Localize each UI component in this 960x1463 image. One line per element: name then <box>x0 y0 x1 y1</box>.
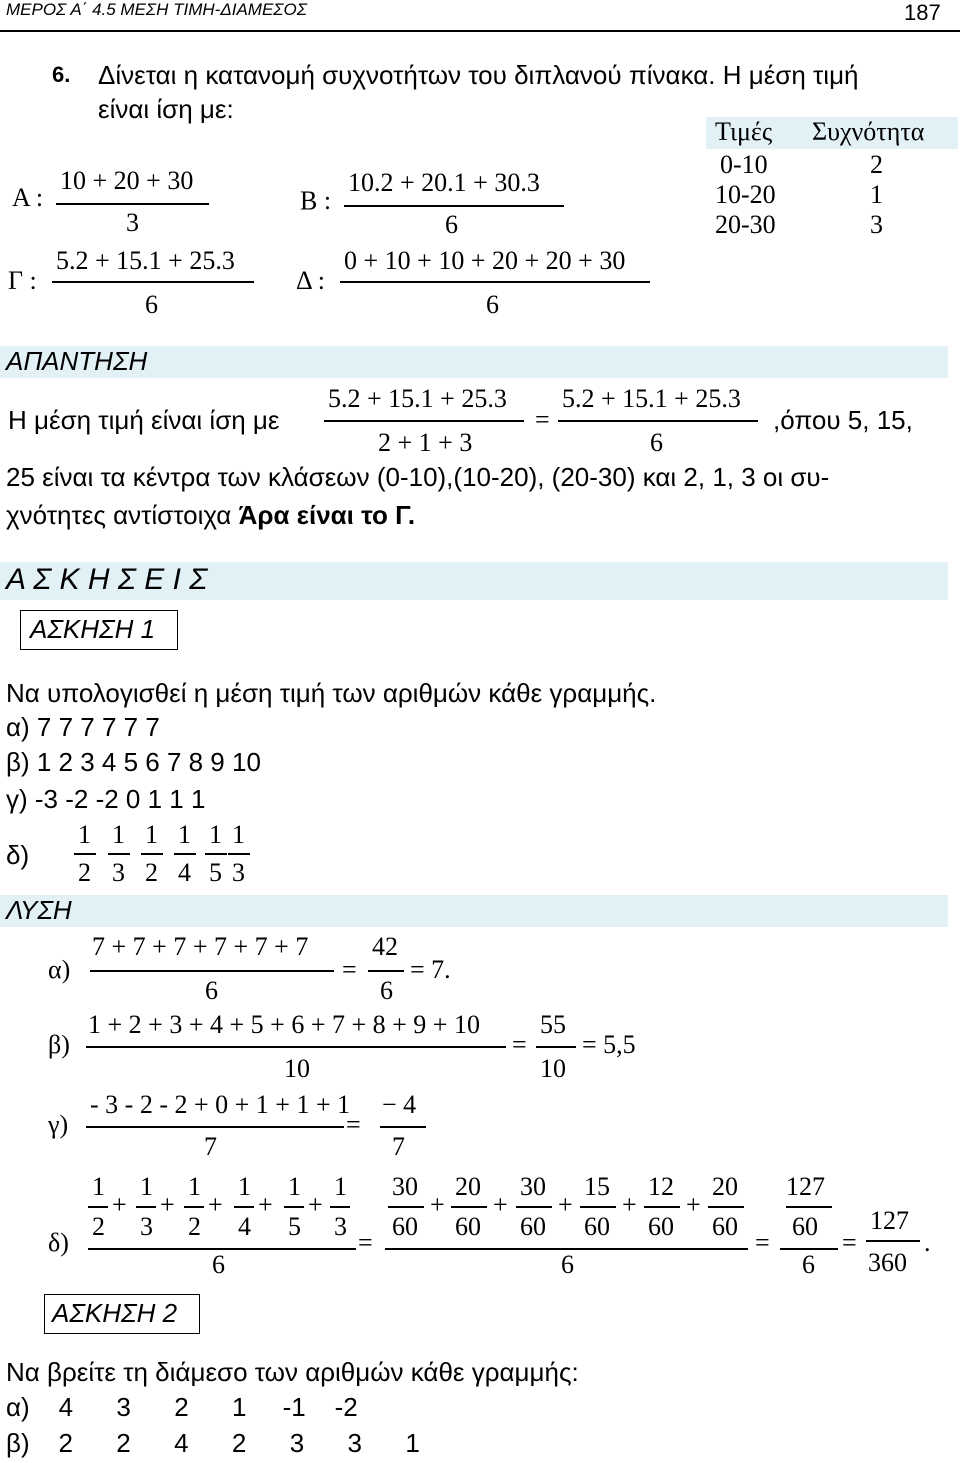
plus-sign: + <box>308 1190 323 1219</box>
option-b-numerator: 10.2 + 20.1 + 30.3 <box>348 168 540 197</box>
page-number: 187 <box>904 0 941 25</box>
equals-sign: = <box>342 955 357 984</box>
solution-d-n3: 127 <box>786 1172 825 1201</box>
sixtieths-denominator: 60 <box>520 1212 546 1241</box>
solution-d-outer-den2: 6 <box>561 1250 574 1279</box>
solution-b-numerator: 1 + 2 + 3 + 4 + 5 + 6 + 7 + 8 + 9 + 10 <box>88 1010 480 1039</box>
fraction-bar <box>388 1206 424 1208</box>
answer-frac2-denominator: 6 <box>650 428 663 457</box>
answer-frac1-denominator: 2 + 1 + 3 <box>378 428 473 457</box>
fraction-bar <box>234 1206 254 1208</box>
answer-conclusion: Άρα είναι το Γ. <box>238 500 416 530</box>
solution-heading: ΛΥΣΗ <box>6 895 72 925</box>
answer-tail: ,όπου 5, 15, <box>773 405 913 435</box>
exercise-1-prompt: Να υπολογισθεί η μέση τιμή των αριθμών κάθε γραμμής. <box>6 678 657 708</box>
sixtieths-denominator: 60 <box>584 1212 610 1241</box>
equals-sign: = <box>755 1228 770 1257</box>
sixtieths-numerator: 30 <box>392 1172 418 1201</box>
fraction-bar <box>536 1046 576 1048</box>
small-fraction-denominator: 3 <box>232 858 245 887</box>
plus-sign: + <box>686 1190 701 1219</box>
fraction-bar <box>558 420 758 422</box>
table-cell: 10-20 <box>715 180 776 209</box>
sixtieths-numerator: 15 <box>584 1172 610 1201</box>
fraction-bar <box>184 1206 204 1208</box>
fraction-bar <box>866 1240 920 1242</box>
solution-a-numerator: 7 + 7 + 7 + 7 + 7 + 7 <box>92 932 309 961</box>
fraction-bar <box>174 853 196 855</box>
equals-sign: = <box>842 1228 857 1257</box>
exercise-2-prompt: Να βρείτε τη διάμεσο των αριθμών κάθε γραμμής: <box>6 1357 579 1387</box>
fraction-bar <box>340 281 650 283</box>
table-header-values: Τιμές <box>715 117 773 146</box>
option-d-label: Δ : <box>296 266 326 295</box>
header-rule <box>0 30 960 32</box>
plus-sign: + <box>160 1190 175 1219</box>
solution-b-denominator: 10 <box>284 1054 310 1083</box>
solution-b-num2: 55 <box>540 1010 566 1039</box>
fraction-bar <box>205 853 227 855</box>
small-fraction-denominator: 2 <box>145 858 158 887</box>
table-cell: 0-10 <box>720 150 768 179</box>
sixtieths-denominator: 60 <box>712 1212 738 1241</box>
solution-a-den2: 6 <box>380 976 393 1005</box>
fraction-bar <box>330 1206 350 1208</box>
option-a-label: Α : <box>12 183 44 212</box>
option-g-label: Γ : <box>8 266 37 295</box>
table-cell: 20-30 <box>715 210 776 239</box>
fraction-bar <box>380 1126 426 1128</box>
plus-sign: + <box>258 1190 273 1219</box>
exercise-1-row-d-label: δ) <box>6 840 30 870</box>
exercises-heading: Α Σ Κ Η Σ Ε Ι Σ <box>6 563 208 596</box>
solution-d-dot: . <box>924 1228 931 1257</box>
small-fraction-numerator: 1 <box>78 820 91 849</box>
table-header-frequency: Συχνότητα <box>812 117 925 146</box>
solution-b-label: β) <box>48 1030 70 1059</box>
solution-a-denominator: 6 <box>205 976 218 1005</box>
table-cell: 2 <box>870 150 883 179</box>
fraction-bar <box>228 853 250 855</box>
problem-text-line2: είναι ίση με: <box>98 94 234 124</box>
solution-a-label: α) <box>48 955 71 984</box>
option-d-numerator: 0 + 10 + 10 + 20 + 20 + 30 <box>344 246 626 275</box>
unit-fraction-denominator: 5 <box>288 1212 301 1241</box>
fraction-bar <box>644 1206 680 1208</box>
small-fraction-denominator: 3 <box>112 858 125 887</box>
sixtieths-numerator: 20 <box>712 1172 738 1201</box>
fraction-bar <box>368 970 404 972</box>
sixtieths-denominator: 60 <box>455 1212 481 1241</box>
exercise-2-row-a: α) 4 3 2 1 -1 -2 <box>6 1392 358 1422</box>
unit-fraction-denominator: 2 <box>188 1212 201 1241</box>
small-fraction-numerator: 1 <box>112 820 125 849</box>
fraction-bar <box>56 203 209 205</box>
fraction-bar <box>86 1126 344 1128</box>
unit-fraction-numerator: 1 <box>140 1172 153 1201</box>
unit-fraction-denominator: 3 <box>140 1212 153 1241</box>
answer-line2: 25 είναι τα κέντρα των κλάσεων (0-10),(10-20), (20-30) και 2, 1, 3 οι συ- <box>6 462 830 492</box>
sixtieths-denominator: 60 <box>648 1212 674 1241</box>
problem-text-line1: Δίνεται η κατανομή συχνοτήτων του διπλανού πίνακα. Η μέση τιμή <box>98 60 859 90</box>
exercise-1-row-b: β) 1 2 3 4 5 6 7 8 9 10 <box>6 747 261 777</box>
sixtieths-numerator: 20 <box>455 1172 481 1201</box>
solution-g-den2: 7 <box>392 1132 405 1161</box>
fraction-bar <box>52 281 254 283</box>
fraction-bar <box>90 970 334 972</box>
answer-frac2-numerator: 5.2 + 15.1 + 25.3 <box>562 384 741 413</box>
exercise-1-row-g: γ) -3 -2 -2 0 1 1 1 <box>6 784 206 814</box>
fraction-bar <box>708 1206 744 1208</box>
running-header: ΜΕΡΟΣ Α΄ 4.5 ΜΕΣΗ ΤΙΜΗ-ΔΙΑΜΕΣΟΣ <box>6 0 307 19</box>
table-cell: 3 <box>870 210 883 239</box>
solution-d-d3: 60 <box>792 1212 818 1241</box>
equals-sign: = <box>512 1030 527 1059</box>
plus-sign: + <box>112 1190 127 1219</box>
solution-d-label: δ) <box>48 1228 69 1257</box>
solution-b-den2: 10 <box>540 1054 566 1083</box>
unit-fraction-numerator: 1 <box>288 1172 301 1201</box>
fraction-bar <box>786 1206 832 1208</box>
answer-heading: ΑΠΑΝΤΗΣΗ <box>6 346 148 376</box>
solution-d-outer-den: 6 <box>212 1250 225 1279</box>
equals-sign: = <box>535 405 550 434</box>
option-a-numerator: 10 + 20 + 30 <box>60 166 194 195</box>
small-fraction-numerator: 1 <box>145 820 158 849</box>
solution-band <box>0 895 948 927</box>
fraction-bar <box>516 1206 552 1208</box>
solution-g-num2: − 4 <box>382 1090 417 1119</box>
option-g-numerator: 5.2 + 15.1 + 25.3 <box>56 246 235 275</box>
solution-b-result: = 5,5 <box>582 1030 636 1059</box>
unit-fraction-numerator: 1 <box>334 1172 347 1201</box>
small-fraction-numerator: 1 <box>232 820 245 849</box>
exercise-2-row-b: β) 2 2 4 2 3 3 1 <box>6 1428 420 1458</box>
solution-d-d4: 360 <box>868 1248 907 1277</box>
fraction-bar <box>88 1206 108 1208</box>
unit-fraction-numerator: 1 <box>188 1172 201 1201</box>
fraction-bar <box>451 1206 487 1208</box>
unit-fraction-numerator: 1 <box>238 1172 251 1201</box>
solution-g-denominator: 7 <box>204 1132 217 1161</box>
small-fraction-numerator: 1 <box>178 820 191 849</box>
sixtieths-numerator: 30 <box>520 1172 546 1201</box>
answer-frac1-numerator: 5.2 + 15.1 + 25.3 <box>328 384 507 413</box>
plus-sign: + <box>558 1190 573 1219</box>
answer-lead: Η μέση τιμή είναι ίση με <box>8 405 280 435</box>
table-cell: 1 <box>870 180 883 209</box>
unit-fraction-numerator: 1 <box>92 1172 105 1201</box>
fraction-bar <box>324 420 524 422</box>
equals-sign: = <box>346 1110 361 1139</box>
fraction-bar <box>580 1206 616 1208</box>
fraction-bar <box>344 205 564 207</box>
option-d-denominator: 6 <box>486 290 499 319</box>
solution-d-d3b: 6 <box>802 1250 815 1279</box>
exercise-1-row-a: α) 7 7 7 7 7 7 <box>6 712 160 742</box>
small-fraction-denominator: 4 <box>178 858 191 887</box>
option-g-denominator: 6 <box>145 290 158 319</box>
problem-number: 6. <box>52 62 71 87</box>
fraction-bar <box>86 1046 506 1048</box>
unit-fraction-denominator: 3 <box>334 1212 347 1241</box>
answer-line3 <box>6 500 415 531</box>
small-fraction-denominator: 2 <box>78 858 91 887</box>
exercise-2-title: ΑΣΚΗΣΗ 2 <box>52 1298 178 1328</box>
fraction-bar <box>136 1206 156 1208</box>
plus-sign: + <box>208 1190 223 1219</box>
small-fraction-numerator: 1 <box>209 820 222 849</box>
sixtieths-numerator: 12 <box>648 1172 674 1201</box>
solution-g-label: γ) <box>48 1110 69 1139</box>
unit-fraction-denominator: 2 <box>92 1212 105 1241</box>
sixtieths-denominator: 60 <box>392 1212 418 1241</box>
exercise-1-title: ΑΣΚΗΣΗ 1 <box>30 614 156 644</box>
solution-g-numerator: - 3 - 2 - 2 + 0 + 1 + 1 + 1 <box>90 1090 351 1119</box>
small-fraction-denominator: 5 <box>209 858 222 887</box>
answer-line3-text: χνότητες αντίστοιχα <box>6 500 232 530</box>
solution-a-num2: 42 <box>372 932 398 961</box>
fraction-bar <box>284 1206 304 1208</box>
option-a-denominator: 3 <box>126 208 139 237</box>
fraction-bar <box>108 853 130 855</box>
plus-sign: + <box>622 1190 637 1219</box>
fraction-bar <box>74 853 96 855</box>
equals-sign: = <box>358 1228 373 1257</box>
fraction-bar <box>141 853 163 855</box>
plus-sign: + <box>493 1190 508 1219</box>
solution-d-n4: 127 <box>870 1206 909 1235</box>
option-b-denominator: 6 <box>445 210 458 239</box>
solution-a-result: = 7. <box>410 955 451 984</box>
unit-fraction-denominator: 4 <box>238 1212 251 1241</box>
plus-sign: + <box>430 1190 445 1219</box>
option-b-label: Β : <box>300 186 332 215</box>
